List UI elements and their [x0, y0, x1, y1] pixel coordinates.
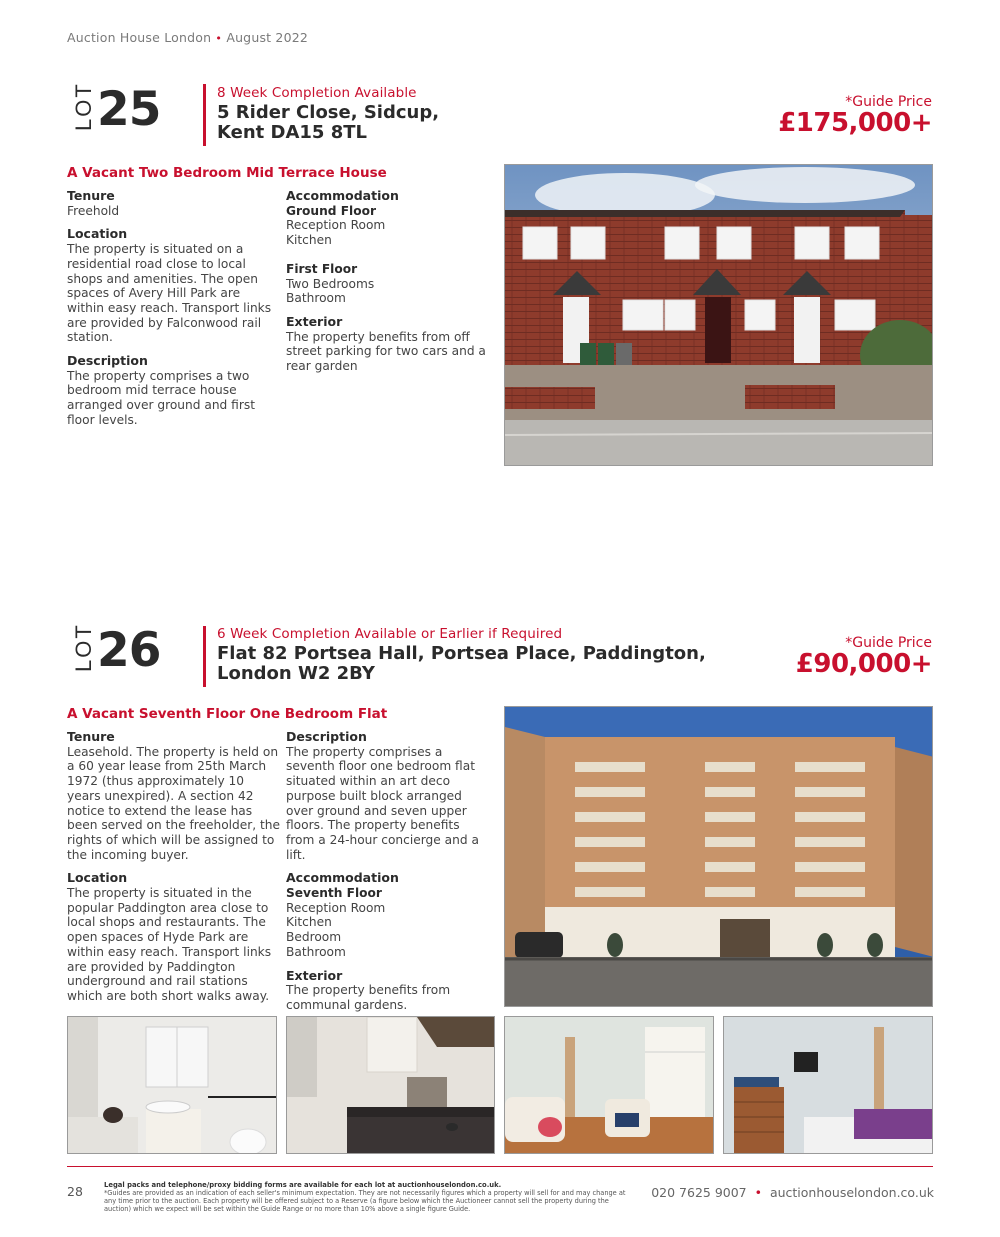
details-column-left — [67, 189, 279, 437]
lot-divider — [203, 84, 206, 146]
room-item: Two Bedrooms — [286, 276, 375, 291]
address-line: Kent DA15 8TL — [217, 122, 367, 143]
issue-date: August 2022 — [226, 30, 309, 45]
lot-divider — [203, 626, 206, 687]
bedroom-photo — [723, 1016, 933, 1154]
section-heading: Description — [67, 353, 148, 369]
section-text: The property comprises a two bedroom mid terrace house arranged over ground and first floor levels. — [67, 368, 255, 427]
guide-price: £175,000+ — [778, 108, 932, 138]
room-item: Reception Room — [286, 218, 386, 233]
guide-price: £90,000+ — [795, 649, 932, 679]
bathroom-photo — [67, 1016, 277, 1154]
section-text: The property is situated on a residential road close to local shops and amenities. The open spaces of Avery Hill Park are within easy reach. Transport links are provided by Falconwood rail station. — [67, 242, 272, 345]
legal-text: *Guides are provided as an indication of each seller's minimum expectation. They are not necessarily figures which a property will sell for and may change at any time prior to the auction. Each property will be offered subject to a Reserve (a figure below which the Auctioneer cannot sell the property during the auction) which we expect will be set within the Guide Range or no more than 10% above a single figure Guide. — [104, 1189, 626, 1213]
footer-divider — [67, 1166, 933, 1167]
page-header — [67, 30, 308, 45]
section-heading: Tenure — [67, 729, 115, 744]
separator-dot: • — [750, 1185, 766, 1200]
lot-number: 25 — [97, 82, 161, 137]
website-link[interactable]: auctionhouselondon.co.uk — [769, 1185, 934, 1200]
section-text: The property benefits from off street parking for two cars and a rear garden — [286, 329, 486, 374]
footer-contact — [651, 1185, 934, 1200]
room-item: Kitchen — [286, 233, 332, 248]
footer-legal — [104, 1181, 634, 1213]
guide-price-label: *Guide Price — [845, 635, 932, 651]
page-number: 28 — [67, 1184, 83, 1199]
property-subtitle: A Vacant Seventh Floor One Bedroom Flat — [67, 706, 388, 722]
separator-dot: • — [215, 32, 223, 45]
lot-number: 26 — [97, 623, 161, 678]
room-item: Bedroom — [286, 930, 342, 945]
address-line: 5 Rider Close, Sidcup, — [217, 102, 440, 123]
details-column-right — [286, 730, 491, 1022]
section-text: Freehold — [67, 203, 120, 218]
section-heading: Accommodation — [286, 870, 399, 886]
section-text: The property is situated in the popular Paddington area close to local shops and restaurants. The open spaces of Hyde Park are within easy reach. Transport links are provided by Paddington underground and rail stations which are both short walks away. — [67, 886, 272, 1003]
legal-heading: Legal packs and telephone/proxy bidding forms are available for each lot at auctionhouselondon.co.uk. — [104, 1181, 502, 1189]
completion-note: 8 Week Completion Available — [217, 85, 417, 101]
phone-number[interactable]: 020 7625 9007 — [651, 1185, 747, 1200]
room-item: Kitchen — [286, 915, 332, 930]
property-address — [217, 103, 439, 143]
property-photo — [504, 164, 933, 466]
details-column-left — [67, 730, 281, 1013]
address-line: Flat 82 Portsea Hall, Portsea Place, Paddington, — [217, 643, 706, 664]
section-heading: Location — [67, 226, 128, 242]
reception-room-photo — [504, 1016, 714, 1154]
publisher-name: Auction House London — [67, 30, 212, 45]
section-heading: Exterior — [286, 313, 343, 329]
floor-heading: Ground Floor — [286, 203, 376, 218]
kitchen-photo — [286, 1016, 495, 1154]
section-text: Leasehold. The property is held on a 60 year lease from 25th March 1972 (thus approximately 10 years unexpired). A section 42 notice to extend the lease has been served on the freeholder, the rights of which will be assigned to the incoming buyer. — [67, 744, 281, 862]
property-address — [217, 644, 706, 684]
property-subtitle: A Vacant Two Bedroom Mid Terrace House — [67, 165, 387, 181]
section-heading: Accommodation — [286, 188, 399, 203]
floor-heading: Seventh Floor — [286, 886, 382, 901]
floor-heading: First Floor — [286, 261, 358, 276]
section-text: The property benefits from communal gardens. — [286, 983, 451, 1012]
property-photo — [504, 706, 933, 1007]
room-item: Bathroom — [286, 291, 346, 306]
lot-label: LOT — [71, 82, 96, 131]
section-heading: Description — [286, 729, 367, 744]
address-line: London W2 2BY — [217, 663, 375, 684]
section-text: The property comprises a seventh floor one bedroom flat situated within an art deco purpose built block arranged over ground and seven upper floors. The property benefits from a 24-hour concierge and a lift. — [286, 744, 479, 862]
guide-price-label: *Guide Price — [845, 94, 932, 110]
lot-label: LOT — [71, 623, 96, 672]
section-heading: Tenure — [67, 188, 115, 203]
room-item: Reception Room — [286, 900, 386, 915]
completion-note: 6 Week Completion Available or Earlier if Required — [217, 626, 563, 642]
section-heading: Exterior — [286, 967, 343, 983]
details-column-right — [286, 189, 491, 383]
section-heading: Location — [67, 870, 128, 886]
room-item: Bathroom — [286, 944, 346, 959]
